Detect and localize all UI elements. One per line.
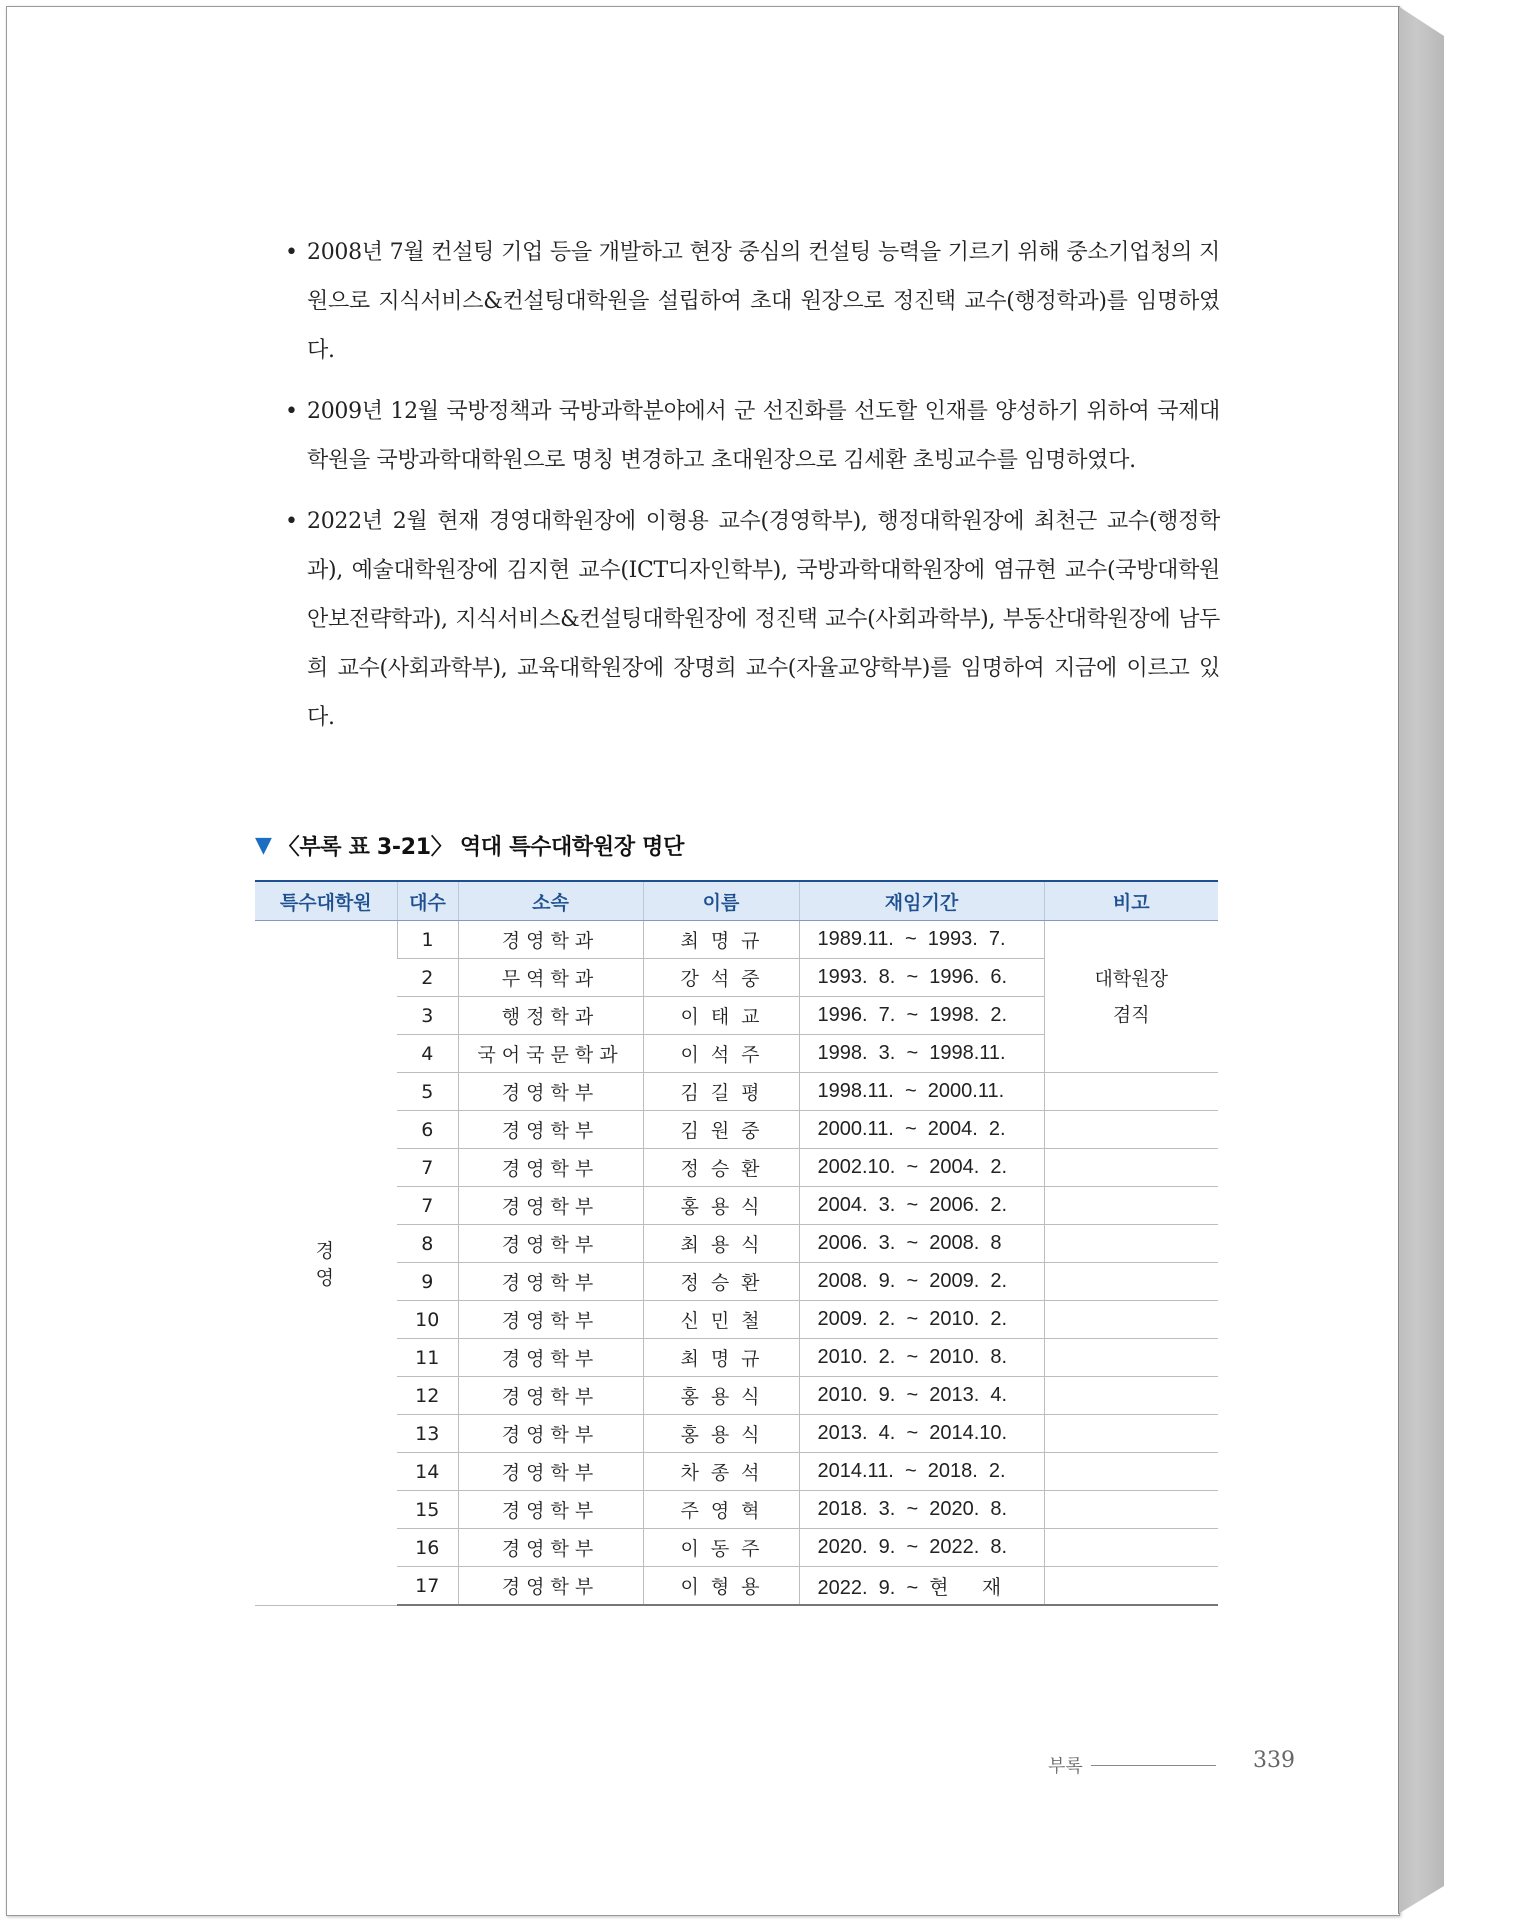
- table-row: [255, 1491, 1218, 1529]
- cell-note: [1044, 921, 1218, 1073]
- cell-term: 2020. 9. ~ 2022. 8.: [799, 1529, 1044, 1567]
- table-title-text: 〈부록 표 3-21〉 역대 특수대학원장 명단: [277, 835, 685, 860]
- table-row: [255, 1415, 1218, 1453]
- cell-term: 2010. 2. ~ 2010. 8.: [799, 1339, 1044, 1377]
- bullet-item: [285, 497, 1220, 742]
- cell-department: 경영학부: [458, 1301, 643, 1339]
- triangle-down-icon: ▼: [255, 833, 272, 858]
- cell-number: 10: [397, 1301, 458, 1339]
- cell-name: 차종석: [643, 1453, 799, 1491]
- cell-term: 2002.10. ~ 2004. 2.: [799, 1149, 1044, 1187]
- cell-note-empty: [1044, 1225, 1218, 1263]
- cell-term: 1993. 8. ~ 1996. 6.: [799, 959, 1044, 997]
- header-department: 소속: [458, 881, 643, 921]
- cell-note-empty: [1044, 1263, 1218, 1301]
- table-row: [255, 1073, 1218, 1111]
- cell-name: 강석중: [643, 959, 799, 997]
- cell-number: 5: [397, 1073, 458, 1111]
- cell-number: 8: [397, 1225, 458, 1263]
- cell-number: 12: [397, 1377, 458, 1415]
- cell-department: 경영학부: [458, 1073, 643, 1111]
- cell-note-empty: [1044, 1415, 1218, 1453]
- cell-name: 홍용식: [643, 1377, 799, 1415]
- cell-note-empty: [1044, 1453, 1218, 1491]
- cell-name: 홍용식: [643, 1415, 799, 1453]
- note-line: 겸직: [1112, 1003, 1150, 1026]
- table-header-row: [255, 881, 1218, 921]
- page-edge-line: [1398, 6, 1399, 1914]
- cell-number: 7: [397, 1149, 458, 1187]
- cell-name: 정승환: [643, 1149, 799, 1187]
- cell-department: 무역학과: [458, 959, 643, 997]
- cell-note-empty: [1044, 1111, 1218, 1149]
- cell-department: 경영학부: [458, 1225, 643, 1263]
- cell-term: 2013. 4. ~ 2014.10.: [799, 1415, 1044, 1453]
- cell-department: 경영학부: [458, 1453, 643, 1491]
- cell-department: 경영학부: [458, 1149, 643, 1187]
- cell-number: 3: [397, 997, 458, 1035]
- cell-note-empty: [1044, 1149, 1218, 1187]
- cell-name: 이동주: [643, 1529, 799, 1567]
- table-row: [255, 921, 1218, 959]
- cell-note-empty: [1044, 1491, 1218, 1529]
- cell-department: 경영학부: [458, 1567, 643, 1606]
- bullet-text: 2022년 2월 현재 경영대학원장에 이형용 교수(경영학부), 행정대학원장에 최천근 교수(행정학과), 예술대학원장에 김지현 교수(ICT디자인학부), 국방과학대학원장에 염규현 교수(국방대학원 안보전략학과), 지식서비스&컨설팅대학원장에 정진택 교수(사회과학부), 부동산대학원장에 남두희 교수(사회과학부), 교육대학원장에 장명희 교수(자율교양학부)를 임명하여 지금에 이르고 있다.: [307, 509, 1220, 730]
- cell-term: 2004. 3. ~ 2006. 2.: [799, 1187, 1044, 1225]
- cell-number: 11: [397, 1339, 458, 1377]
- cell-note-empty: [1044, 1301, 1218, 1339]
- cell-number: 2: [397, 959, 458, 997]
- bullet-dot-icon: •: [285, 509, 298, 534]
- bullet-item: [285, 387, 1220, 485]
- cell-number: 17: [397, 1567, 458, 1606]
- cell-name: 최명규: [643, 1339, 799, 1377]
- dean-history-table: [255, 880, 1218, 1606]
- page-footer: [1048, 1752, 1226, 1778]
- table-row: [255, 1377, 1218, 1415]
- cell-term: 2010. 9. ~ 2013. 4.: [799, 1377, 1044, 1415]
- cell-number: 7: [397, 1187, 458, 1225]
- cell-name: 김원중: [643, 1111, 799, 1149]
- header-number: 대수: [397, 881, 458, 921]
- bullet-list: [285, 228, 1220, 754]
- cell-number: 6: [397, 1111, 458, 1149]
- table-row: [255, 1149, 1218, 1187]
- table-row: [255, 1453, 1218, 1491]
- cell-term: 2008. 9. ~ 2009. 2.: [799, 1263, 1044, 1301]
- header-note: 비고: [1044, 881, 1218, 921]
- table-row: [255, 1567, 1218, 1606]
- cell-department: 행정학과: [458, 997, 643, 1035]
- cell-note-empty: [1044, 1377, 1218, 1415]
- cell-term: 2009. 2. ~ 2010. 2.: [799, 1301, 1044, 1339]
- cell-department: 경영학부: [458, 1187, 643, 1225]
- cell-number: 9: [397, 1263, 458, 1301]
- cell-number: 13: [397, 1415, 458, 1453]
- header-term: 재임기간: [799, 881, 1044, 921]
- cell-term: 2000.11. ~ 2004. 2.: [799, 1111, 1044, 1149]
- cell-term: 2018. 3. ~ 2020. 8.: [799, 1491, 1044, 1529]
- table-row: [255, 1111, 1218, 1149]
- cell-note-empty: [1044, 1567, 1218, 1606]
- table-row: [255, 1339, 1218, 1377]
- bullet-dot-icon: •: [285, 240, 298, 265]
- bullet-dot-icon: •: [285, 399, 298, 424]
- footer-section: 부록: [1048, 1756, 1083, 1777]
- cell-number: 1: [397, 921, 458, 959]
- cell-name: 이석주: [643, 1035, 799, 1073]
- cell-term: 1998. 3. ~ 1998.11.: [799, 1035, 1044, 1073]
- cell-department: 경영학부: [458, 1263, 643, 1301]
- cell-department: 국어국문학과: [458, 1035, 643, 1073]
- bullet-item: [285, 228, 1220, 375]
- cell-graduate-school: 경 영: [255, 921, 397, 1606]
- cell-term: 2014.11. ~ 2018. 2.: [799, 1453, 1044, 1491]
- bullet-text: 2009년 12월 국방정책과 국방과학분야에서 군 선진화를 선도할 인재를 양성하기 위하여 국제대학원을 국방과학대학원으로 명칭 변경하고 초대원장으로 김세환 초빙교수를 임명하였다.: [307, 399, 1220, 473]
- cell-department: 경영학부: [458, 1415, 643, 1453]
- cell-note-empty: [1044, 1339, 1218, 1377]
- cell-name: 이태교: [643, 997, 799, 1035]
- cell-name: 최명규: [643, 921, 799, 959]
- table-row: [255, 1263, 1218, 1301]
- cell-name: 홍용식: [643, 1187, 799, 1225]
- cell-department: 경영학과: [458, 921, 643, 959]
- table-title: [255, 830, 684, 861]
- cell-term: 1989.11. ~ 1993. 7.: [799, 921, 1044, 959]
- note-line: 대학원장: [1094, 967, 1168, 990]
- table-row: [255, 1225, 1218, 1263]
- cell-name: 정승환: [643, 1263, 799, 1301]
- cell-department: 경영학부: [458, 1377, 643, 1415]
- header-name: 이름: [643, 881, 799, 921]
- cell-number: 4: [397, 1035, 458, 1073]
- bullet-text: 2008년 7월 컨설팅 기업 등을 개발하고 현장 중심의 컨설팅 능력을 기르기 위해 중소기업청의 지원으로 지식서비스&컨설팅대학원을 설립하여 초대 원장으로 정진택 교수(행정학과)를 임명하였다.: [307, 240, 1220, 363]
- cell-department: 경영학부: [458, 1529, 643, 1567]
- table-row: [255, 1187, 1218, 1225]
- cell-name: 최용식: [643, 1225, 799, 1263]
- cell-term: 2006. 3. ~ 2008. 8: [799, 1225, 1044, 1263]
- cell-term: 1996. 7. ~ 1998. 2.: [799, 997, 1044, 1035]
- cell-term: 1998.11. ~ 2000.11.: [799, 1073, 1044, 1111]
- cell-number: 16: [397, 1529, 458, 1567]
- table-row: [255, 1529, 1218, 1567]
- header-graduate-school: 특수대학원: [255, 881, 397, 921]
- cell-name: 신민철: [643, 1301, 799, 1339]
- table-row: [255, 1301, 1218, 1339]
- cell-number: 15: [397, 1491, 458, 1529]
- cell-department: 경영학부: [458, 1491, 643, 1529]
- cell-note-empty: [1044, 1529, 1218, 1567]
- cell-name: 주영혁: [643, 1491, 799, 1529]
- cell-name: 이형용: [643, 1567, 799, 1606]
- cell-term: 2022. 9. ~ 현 재: [799, 1567, 1044, 1606]
- page-stack-edge: [1398, 6, 1444, 1914]
- cell-note-empty: [1044, 1073, 1218, 1111]
- cell-name: 김길평: [643, 1073, 799, 1111]
- cell-number: 14: [397, 1453, 458, 1491]
- footer-rule: [1091, 1765, 1216, 1766]
- page-number: 339: [1253, 1748, 1295, 1773]
- cell-note-empty: [1044, 1187, 1218, 1225]
- cell-department: 경영학부: [458, 1339, 643, 1377]
- cell-department: 경영학부: [458, 1111, 643, 1149]
